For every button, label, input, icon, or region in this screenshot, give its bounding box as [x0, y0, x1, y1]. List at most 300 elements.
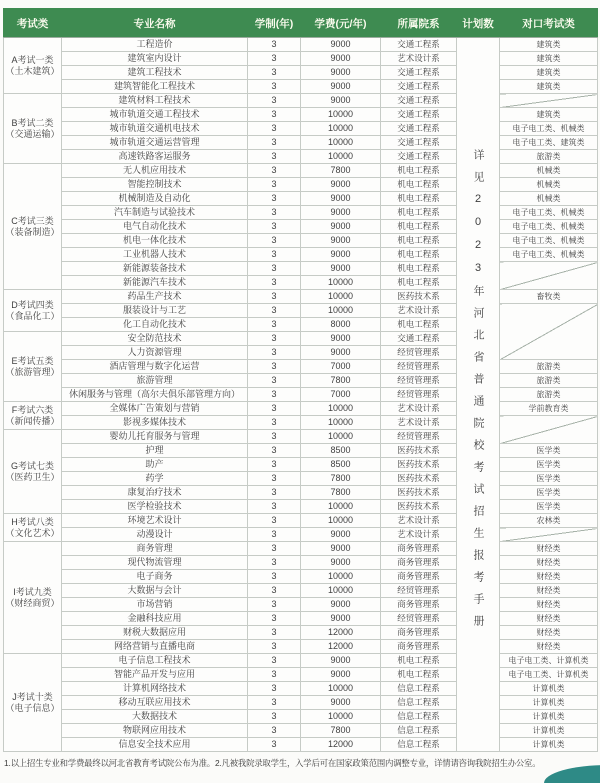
cell-years: 3	[248, 710, 301, 724]
cell-major: 电气自动化技术	[62, 220, 248, 234]
diagonal-empty-cell	[500, 94, 598, 108]
cell-exam-category	[4, 514, 62, 542]
cell-major: 机械制造及自动化	[62, 192, 248, 206]
cell-major: 化工自动化技术	[62, 318, 248, 332]
exam-category-sublabel: （电子信息）	[5, 702, 60, 713]
cell-exam-category	[4, 402, 62, 430]
footnote: 1.以上招生专业和学费最终以河北省教育考试院公布为准。2.凡被我院录取学生，入学后可在国家政策范围内调整专业，详情请咨询我院招生办公室。	[4, 758, 541, 768]
cell-years: 3	[248, 276, 301, 290]
cell-major: 工程造价	[62, 38, 248, 52]
table-row	[4, 192, 598, 206]
cell-department: 机电工程系	[381, 220, 457, 234]
cell-department: 经贸管理系	[381, 430, 457, 444]
cell-exam-category	[4, 164, 62, 290]
cell-fee: 9000	[301, 556, 381, 570]
cell-major: 建筑智能化工程技术	[62, 80, 248, 94]
cell-major: 计算机网络技术	[62, 682, 248, 696]
cell-department: 交通工程系	[381, 122, 457, 136]
cell-department: 交通工程系	[381, 108, 457, 122]
cell-years: 3	[248, 626, 301, 640]
cell-major: 现代物流管理	[62, 556, 248, 570]
cell-department: 机电工程系	[381, 164, 457, 178]
exam-category-sublabel: （新闻传播）	[5, 415, 60, 426]
exam-category-sublabel: （交通运输）	[5, 128, 60, 139]
exam-category-sublabel: （装备制造）	[5, 226, 60, 237]
cell-match-category: 财经类	[500, 640, 598, 654]
cell-fee: 9000	[301, 696, 381, 710]
plan-note-vertical-text: 详见2023年河北省普通院校考试招生报考手册	[472, 148, 484, 637]
cell-exam-category	[4, 542, 62, 654]
cell-exam-category	[4, 332, 62, 402]
cell-match-category: 学前教育类	[500, 402, 598, 416]
table-row	[4, 724, 598, 738]
table-row	[4, 682, 598, 696]
cell-match-category: 电子电工类、计算机类	[500, 668, 598, 682]
cell-years: 3	[248, 514, 301, 528]
cell-department: 交通工程系	[381, 332, 457, 346]
cell-department: 信息工程系	[381, 724, 457, 738]
column-header-4: 所属院系	[381, 9, 457, 38]
cell-fee: 9000	[301, 220, 381, 234]
cell-match-category: 财经类	[500, 626, 598, 640]
cell-fee: 10000	[301, 416, 381, 430]
cell-years: 3	[248, 80, 301, 94]
cell-match-category: 机械类	[500, 164, 598, 178]
cell-fee: 9000	[301, 332, 381, 346]
cell-department: 医药技术系	[381, 500, 457, 514]
cell-major: 药学	[62, 472, 248, 486]
cell-years: 3	[248, 318, 301, 332]
cell-fee: 9000	[301, 52, 381, 66]
cell-match-category: 电子电工类、机械类	[500, 248, 598, 262]
table-row	[4, 556, 598, 570]
cell-major: 智能产品开发与应用	[62, 668, 248, 682]
cell-department: 艺术设计系	[381, 402, 457, 416]
cell-major: 城市轨道交通工程技术	[62, 108, 248, 122]
cell-department: 机电工程系	[381, 262, 457, 276]
table-row	[4, 626, 598, 640]
cell-department: 艺术设计系	[381, 514, 457, 528]
cell-plan-count-note	[457, 38, 500, 752]
cell-years: 3	[248, 500, 301, 514]
cell-fee: 10000	[301, 136, 381, 150]
exam-category-sublabel: （土木建筑）	[5, 65, 60, 76]
cell-major: 大数据与会计	[62, 584, 248, 598]
cell-department: 艺术设计系	[381, 528, 457, 542]
cell-match-category: 医学类	[500, 500, 598, 514]
exam-category-label: I考试九类	[13, 586, 52, 597]
table-row	[4, 220, 598, 234]
cell-major: 休闲服务与管理（高尔夫俱乐部管理方向）	[62, 388, 248, 402]
table-row	[4, 612, 598, 626]
exam-category-label: A考试一类	[11, 54, 54, 65]
exam-category-label: G考试七类	[10, 460, 54, 471]
cell-major: 大数据技术	[62, 710, 248, 724]
cell-years: 3	[248, 486, 301, 500]
cell-department: 商务管理系	[381, 542, 457, 556]
cell-match-category: 财经类	[500, 598, 598, 612]
table-row	[4, 122, 598, 136]
cell-match-category: 旅游类	[500, 388, 598, 402]
exam-category-sublabel: （财经商贸）	[5, 597, 60, 608]
cell-exam-category	[4, 38, 62, 94]
exam-category-label: E考试五类	[11, 355, 54, 366]
cell-major: 物联网应用技术	[62, 724, 248, 738]
cell-fee: 9000	[301, 262, 381, 276]
cell-department: 信息工程系	[381, 710, 457, 724]
cell-major: 汽车制造与试验技术	[62, 206, 248, 220]
cell-match-category: 医学类	[500, 444, 598, 458]
cell-fee: 7000	[301, 360, 381, 374]
cell-major: 新能源装备技术	[62, 262, 248, 276]
cell-major: 医学检验技术	[62, 500, 248, 514]
cell-major: 助产	[62, 458, 248, 472]
diagonal-empty-cell	[500, 304, 598, 360]
table-row	[4, 640, 598, 654]
exam-category-label: H考试八类	[11, 516, 54, 527]
cell-years: 3	[248, 360, 301, 374]
cell-fee: 10000	[301, 276, 381, 290]
cell-exam-category	[4, 94, 62, 164]
cell-years: 3	[248, 136, 301, 150]
cell-fee: 10000	[301, 500, 381, 514]
cell-major: 智能控制技术	[62, 178, 248, 192]
cell-years: 3	[248, 542, 301, 556]
cell-years: 3	[248, 598, 301, 612]
cell-match-category: 医学类	[500, 458, 598, 472]
cell-department: 机电工程系	[381, 206, 457, 220]
cell-years: 3	[248, 388, 301, 402]
cell-department: 机电工程系	[381, 668, 457, 682]
exam-category-label: B考试二类	[11, 117, 54, 128]
cell-major: 护理	[62, 444, 248, 458]
cell-major: 移动互联应用技术	[62, 696, 248, 710]
cell-fee: 9000	[301, 654, 381, 668]
cell-years: 3	[248, 150, 301, 164]
cell-department: 经贸管理系	[381, 612, 457, 626]
cell-major: 酒店管理与数字化运营	[62, 360, 248, 374]
cell-fee: 7800	[301, 472, 381, 486]
cell-match-category: 农林类	[500, 514, 598, 528]
cell-department: 医药技术系	[381, 290, 457, 304]
table-row	[4, 710, 598, 724]
cell-years: 3	[248, 52, 301, 66]
admissions-table	[3, 8, 598, 752]
cell-department: 艺术设计系	[381, 304, 457, 318]
cell-major: 电子信息工程技术	[62, 654, 248, 668]
cell-major: 工业机器人技术	[62, 248, 248, 262]
cell-department: 交通工程系	[381, 136, 457, 150]
cell-fee: 10000	[301, 150, 381, 164]
table-row	[4, 472, 598, 486]
cell-department: 交通工程系	[381, 66, 457, 80]
cell-years: 3	[248, 416, 301, 430]
cell-department: 商务管理系	[381, 570, 457, 584]
cell-years: 3	[248, 472, 301, 486]
cell-years: 3	[248, 346, 301, 360]
cell-major: 建筑材料工程技术	[62, 94, 248, 108]
cell-fee: 9000	[301, 206, 381, 220]
cell-match-category: 建筑类	[500, 38, 598, 52]
cell-years: 3	[248, 192, 301, 206]
cell-exam-category	[4, 430, 62, 514]
diagonal-empty-cell	[500, 528, 598, 542]
column-header-1: 专业名称	[62, 9, 248, 38]
cell-match-category: 财经类	[500, 612, 598, 626]
cell-fee: 9000	[301, 598, 381, 612]
table-row	[4, 234, 598, 248]
cell-fee: 9000	[301, 528, 381, 542]
table-row	[4, 206, 598, 220]
exam-category-sublabel: （文化艺术）	[5, 527, 60, 538]
exam-category-sublabel: （医药卫生）	[5, 471, 60, 482]
cell-match-category: 机械类	[500, 192, 598, 206]
cell-fee: 12000	[301, 640, 381, 654]
cell-major: 服装设计与工艺	[62, 304, 248, 318]
cell-match-category: 财经类	[500, 542, 598, 556]
cell-years: 3	[248, 654, 301, 668]
cell-years: 3	[248, 556, 301, 570]
cell-match-category: 计算机类	[500, 696, 598, 710]
cell-years: 3	[248, 262, 301, 276]
table-row	[4, 66, 598, 80]
table-header	[4, 9, 598, 38]
cell-match-category: 医学类	[500, 486, 598, 500]
cell-department: 商务管理系	[381, 640, 457, 654]
cell-department: 交通工程系	[381, 80, 457, 94]
column-header-6: 对口考试类	[500, 9, 598, 38]
cell-department: 医药技术系	[381, 472, 457, 486]
cell-years: 3	[248, 178, 301, 192]
table-row	[4, 52, 598, 66]
cell-major: 网络营销与直播电商	[62, 640, 248, 654]
cell-fee: 10000	[301, 402, 381, 416]
cell-fee: 9000	[301, 38, 381, 52]
cell-department: 医药技术系	[381, 444, 457, 458]
cell-major: 药品生产技术	[62, 290, 248, 304]
cell-fee: 8000	[301, 318, 381, 332]
cell-fee: 9000	[301, 346, 381, 360]
table-row	[4, 402, 598, 416]
cell-fee: 8500	[301, 444, 381, 458]
exam-category-label: D考试四类	[11, 299, 54, 310]
cell-years: 3	[248, 108, 301, 122]
cell-years: 3	[248, 290, 301, 304]
cell-fee: 10000	[301, 710, 381, 724]
cell-department: 机电工程系	[381, 654, 457, 668]
cell-match-category: 电子电工类、机械类	[500, 206, 598, 220]
table-row	[4, 668, 598, 682]
cell-major: 新能源汽车技术	[62, 276, 248, 290]
cell-major: 安全防范技术	[62, 332, 248, 346]
cell-years: 3	[248, 304, 301, 318]
cell-years: 3	[248, 38, 301, 52]
cell-years: 3	[248, 738, 301, 752]
cell-major: 市场营销	[62, 598, 248, 612]
table-row	[4, 528, 598, 542]
table-row	[4, 458, 598, 472]
cell-exam-category	[4, 290, 62, 332]
cell-match-category: 计算机类	[500, 738, 598, 752]
cell-department: 机电工程系	[381, 248, 457, 262]
cell-major: 建筑室内设计	[62, 52, 248, 66]
cell-years: 3	[248, 668, 301, 682]
cell-major: 影视多媒体技术	[62, 416, 248, 430]
cell-department: 机电工程系	[381, 318, 457, 332]
cell-fee: 12000	[301, 738, 381, 752]
cell-major: 人力资源管理	[62, 346, 248, 360]
table-row	[4, 598, 598, 612]
cell-match-category: 建筑类	[500, 108, 598, 122]
diagonal-empty-cell	[500, 262, 598, 290]
cell-major: 康复治疗技术	[62, 486, 248, 500]
exam-category-sublabel: （旅游管理）	[5, 366, 60, 377]
table-row	[4, 290, 598, 304]
cell-department: 机电工程系	[381, 192, 457, 206]
cell-department: 机电工程系	[381, 276, 457, 290]
cell-fee: 7800	[301, 374, 381, 388]
exam-category-sublabel: （食品化工）	[5, 310, 60, 321]
cell-department: 经贸管理系	[381, 360, 457, 374]
cell-years: 3	[248, 94, 301, 108]
table-row	[4, 94, 598, 108]
table-row	[4, 136, 598, 150]
exam-category-label: J考试十类	[12, 691, 53, 702]
cell-department: 艺术设计系	[381, 416, 457, 430]
cell-department: 医药技术系	[381, 486, 457, 500]
cell-match-category: 电子电工类、机械类	[500, 220, 598, 234]
table-row	[4, 570, 598, 584]
cell-major: 高速铁路客运服务	[62, 150, 248, 164]
cell-fee: 9000	[301, 80, 381, 94]
cell-years: 3	[248, 402, 301, 416]
cell-match-category: 旅游类	[500, 150, 598, 164]
cell-department: 交通工程系	[381, 38, 457, 52]
table-row	[4, 654, 598, 668]
table-row	[4, 374, 598, 388]
cell-match-category: 机械类	[500, 178, 598, 192]
cell-exam-category	[4, 654, 62, 752]
table-row	[4, 444, 598, 458]
cell-years: 3	[248, 234, 301, 248]
cell-match-category: 旅游类	[500, 360, 598, 374]
cell-department: 信息工程系	[381, 696, 457, 710]
exam-category-label: F考试六类	[11, 404, 54, 415]
cell-fee: 10000	[301, 514, 381, 528]
cell-years: 3	[248, 66, 301, 80]
table-row	[4, 486, 598, 500]
diagonal-empty-cell	[500, 416, 598, 444]
cell-years: 3	[248, 570, 301, 584]
column-header-0: 考试类	[4, 9, 62, 38]
cell-department: 经贸管理系	[381, 388, 457, 402]
cell-match-category: 医学类	[500, 472, 598, 486]
cell-major: 城市轨道交通机电技术	[62, 122, 248, 136]
cell-fee: 10000	[301, 682, 381, 696]
cell-years: 3	[248, 682, 301, 696]
cell-fee: 7800	[301, 724, 381, 738]
table-row	[4, 696, 598, 710]
table-row	[4, 178, 598, 192]
cell-match-category: 电子电工类、机械类	[500, 234, 598, 248]
cell-match-category: 电子电工类、建筑类	[500, 136, 598, 150]
cell-department: 商务管理系	[381, 626, 457, 640]
cell-fee: 7800	[301, 486, 381, 500]
cell-fee: 10000	[301, 430, 381, 444]
cell-fee: 9000	[301, 248, 381, 262]
table-row	[4, 584, 598, 598]
cell-department: 商务管理系	[381, 598, 457, 612]
cell-fee: 8500	[301, 458, 381, 472]
cell-match-category: 建筑类	[500, 66, 598, 80]
cell-fee: 9000	[301, 542, 381, 556]
cell-years: 3	[248, 332, 301, 346]
cell-match-category: 畜牧类	[500, 290, 598, 304]
cell-fee: 9000	[301, 192, 381, 206]
cell-fee: 10000	[301, 122, 381, 136]
cell-years: 3	[248, 164, 301, 178]
table-row	[4, 248, 598, 262]
table-row	[4, 164, 598, 178]
cell-department: 信息工程系	[381, 682, 457, 696]
cell-years: 3	[248, 374, 301, 388]
table-row	[4, 738, 598, 752]
cell-years: 3	[248, 458, 301, 472]
cell-fee: 10000	[301, 584, 381, 598]
cell-fee: 9000	[301, 668, 381, 682]
cell-major: 全媒体广告策划与营销	[62, 402, 248, 416]
cell-major: 信息安全技术应用	[62, 738, 248, 752]
cell-match-category: 建筑类	[500, 80, 598, 94]
cell-match-category: 计算机类	[500, 724, 598, 738]
table-row	[4, 108, 598, 122]
cell-fee: 9000	[301, 94, 381, 108]
cell-department: 商务管理系	[381, 556, 457, 570]
cell-major: 环境艺术设计	[62, 514, 248, 528]
cell-fee: 10000	[301, 570, 381, 584]
cell-years: 3	[248, 122, 301, 136]
table-row	[4, 360, 598, 374]
cell-match-category: 计算机类	[500, 682, 598, 696]
cell-years: 3	[248, 584, 301, 598]
cell-department: 交通工程系	[381, 150, 457, 164]
header-row	[4, 9, 598, 38]
cell-fee: 12000	[301, 626, 381, 640]
cell-years: 3	[248, 640, 301, 654]
cell-department: 交通工程系	[381, 94, 457, 108]
cell-years: 3	[248, 696, 301, 710]
column-header-3: 学费(元/年)	[301, 9, 381, 38]
column-header-5: 计划数	[457, 9, 500, 38]
table-body	[4, 38, 598, 752]
cell-years: 3	[248, 444, 301, 458]
cell-fee: 10000	[301, 290, 381, 304]
cell-years: 3	[248, 248, 301, 262]
table-row	[4, 416, 598, 430]
cell-major: 旅游管理	[62, 374, 248, 388]
cell-major: 金融科技应用	[62, 612, 248, 626]
cell-match-category: 建筑类	[500, 52, 598, 66]
table-row	[4, 500, 598, 514]
cell-match-category: 财经类	[500, 570, 598, 584]
cell-fee: 9000	[301, 66, 381, 80]
cell-fee: 9000	[301, 178, 381, 192]
cell-department: 机电工程系	[381, 178, 457, 192]
table-row	[4, 304, 598, 318]
cell-major: 动漫设计	[62, 528, 248, 542]
cell-fee: 10000	[301, 304, 381, 318]
table-row	[4, 388, 598, 402]
